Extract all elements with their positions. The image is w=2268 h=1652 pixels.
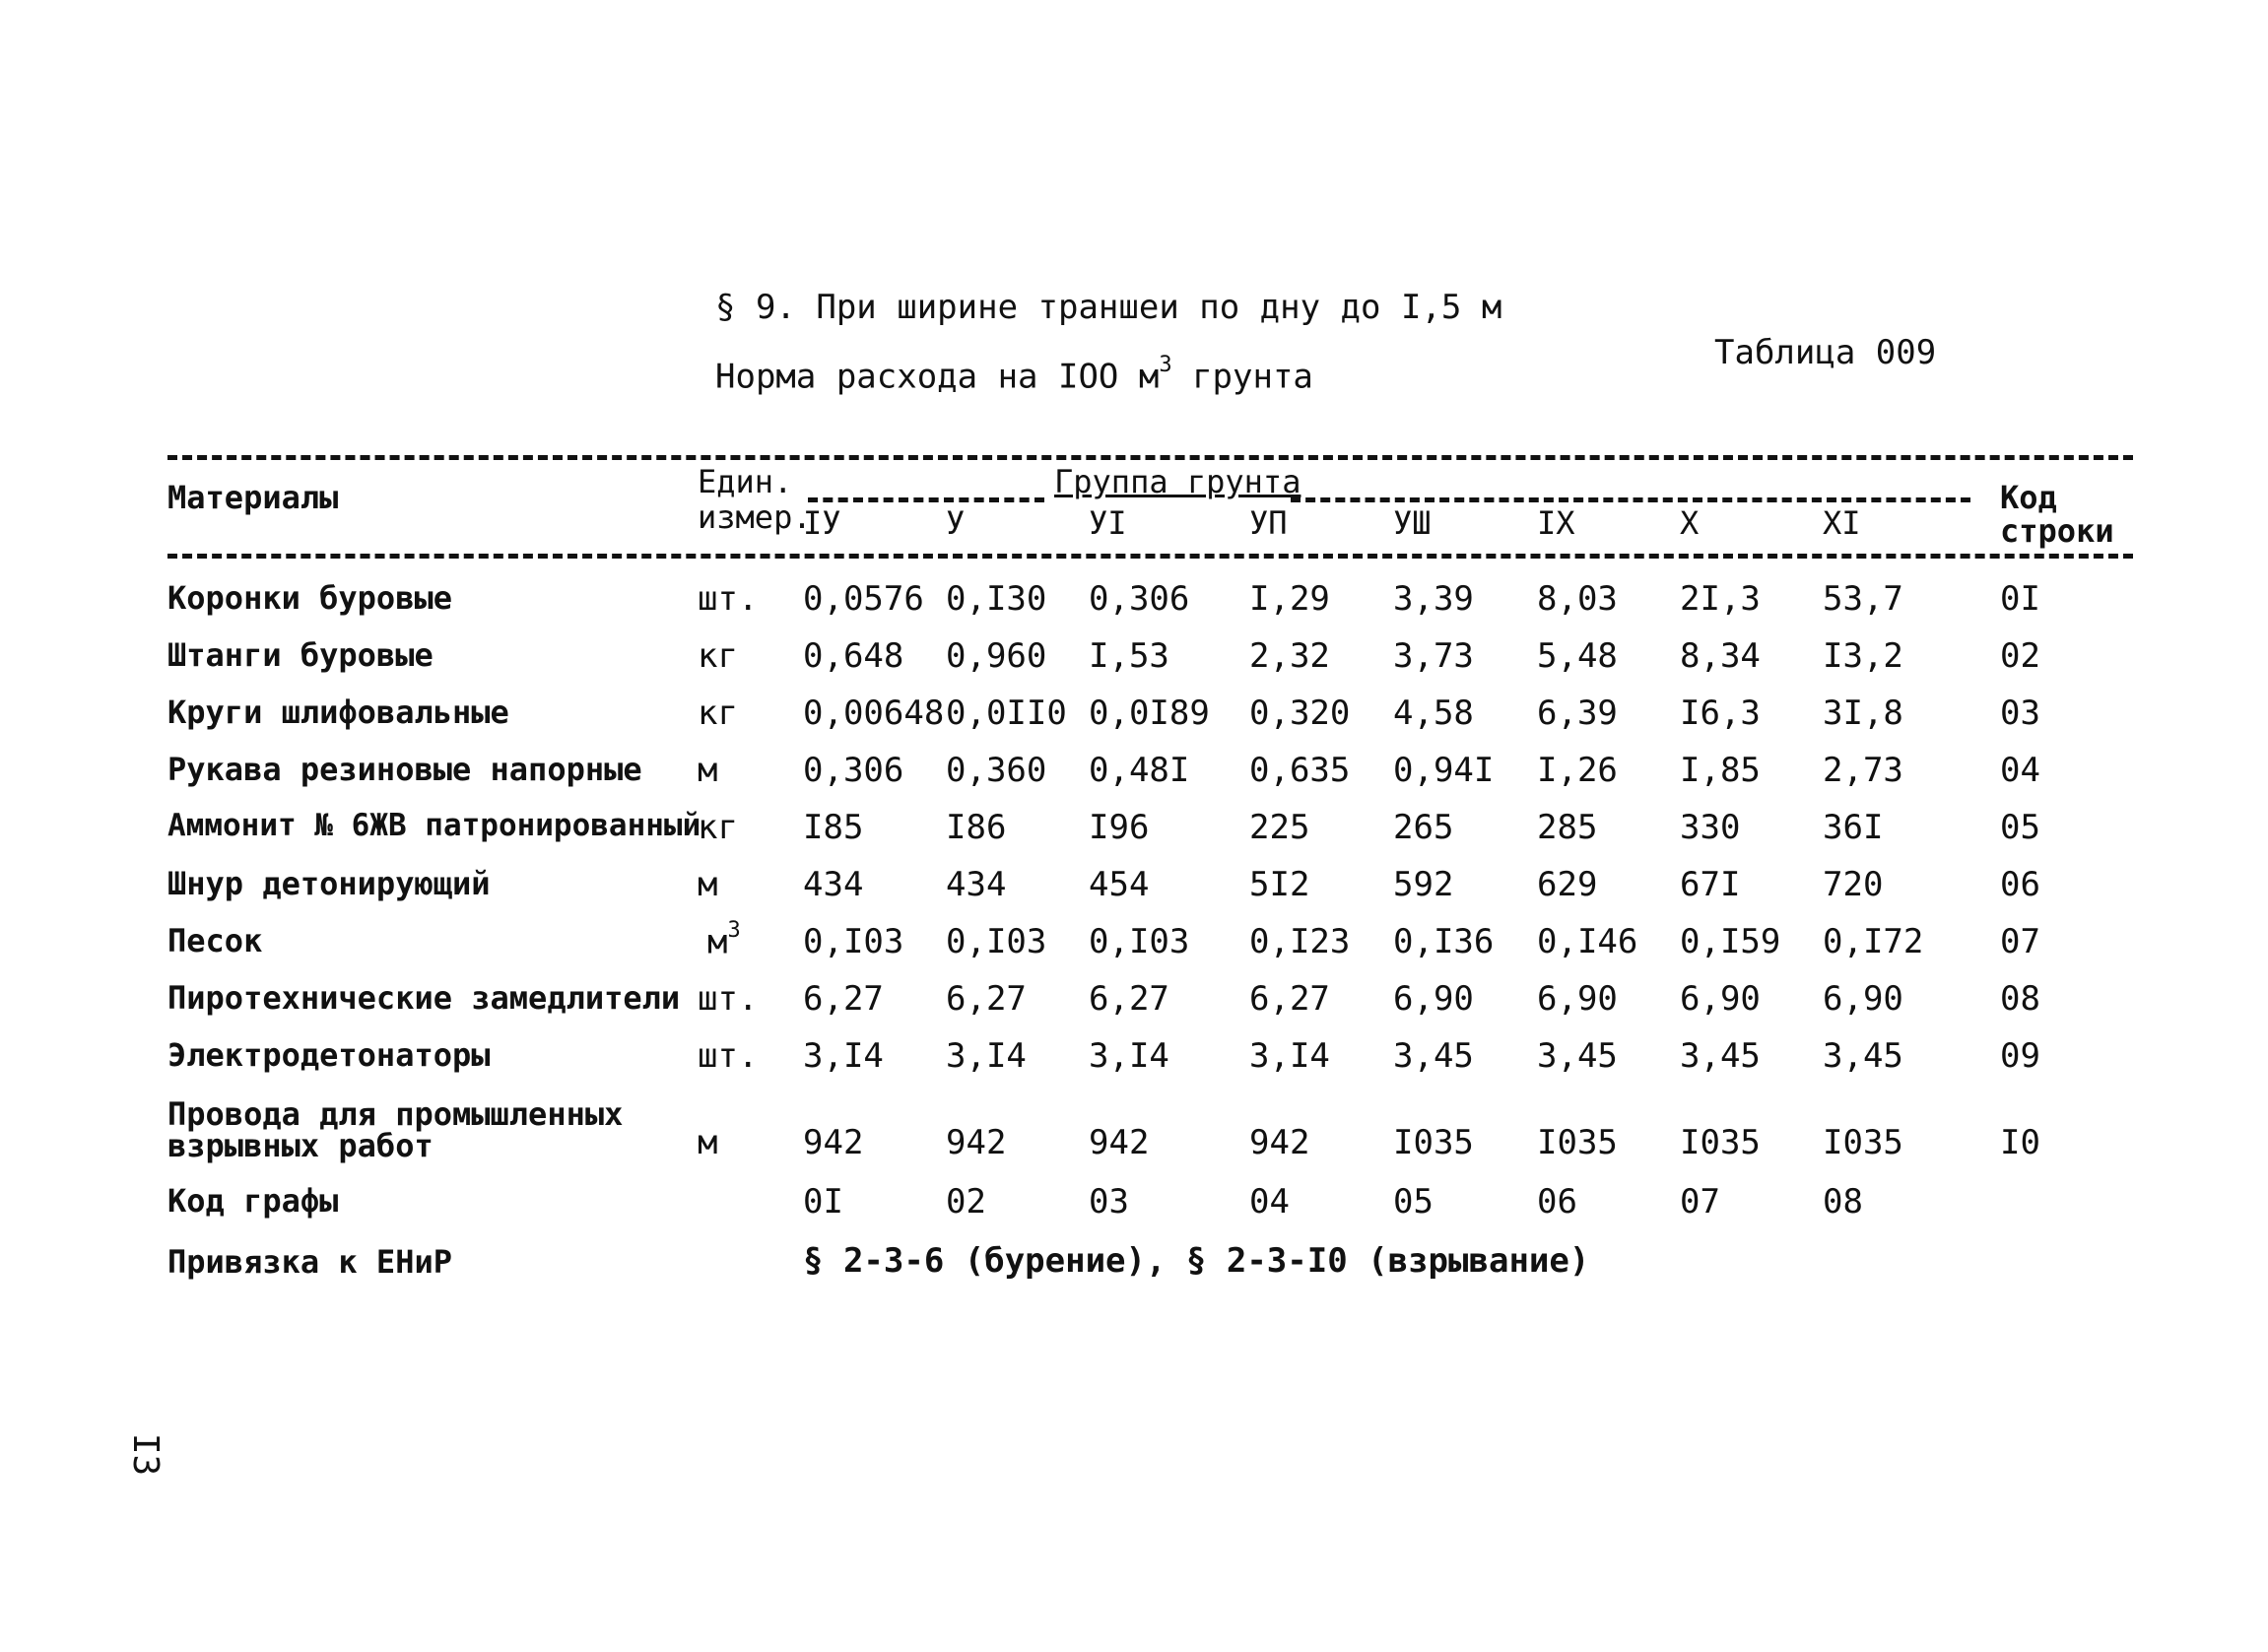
norm-title-text: Норма расхода на IOO м — [715, 357, 1160, 397]
cell: I035 — [1537, 1123, 1618, 1162]
cell: 5I2 — [1249, 865, 1310, 904]
row-name: Песок — [167, 922, 263, 959]
graph-code-label: Код графы — [167, 1182, 339, 1220]
row-unit: кг — [698, 636, 738, 676]
cell: 3,45 — [1680, 1036, 1761, 1076]
cell: 3,I4 — [946, 1036, 1027, 1076]
cell: 6,90 — [1823, 979, 1903, 1019]
row-unit: шт. — [698, 979, 759, 1019]
header-group-UI: УI — [1089, 504, 1127, 542]
cell: I035 — [1680, 1123, 1761, 1162]
cell: 0,648 — [803, 636, 904, 676]
cell: I035 — [1393, 1123, 1474, 1162]
graph-code: 06 — [1537, 1182, 1577, 1222]
cell: 942 — [803, 1123, 864, 1162]
row-unit-text: м — [707, 922, 728, 962]
row-unit: кг — [698, 808, 738, 847]
header-group-UP: УП — [1249, 504, 1288, 542]
cell: 0,320 — [1249, 694, 1351, 733]
row-name-line2: взрывных работ — [167, 1127, 434, 1164]
cell: 2I,3 — [1680, 579, 1761, 619]
header-group-IU: IУ — [803, 504, 841, 542]
header-group-IX: IX — [1537, 504, 1575, 542]
graph-code: 03 — [1089, 1182, 1129, 1222]
row-unit: м — [698, 751, 718, 790]
row-name: Электродетонаторы — [167, 1036, 491, 1074]
table-label: Таблица 009 — [1714, 333, 1937, 372]
cell: 0,I23 — [1249, 922, 1351, 961]
cell: 8,34 — [1680, 636, 1761, 676]
cell: 0,I46 — [1537, 922, 1638, 961]
row-code: 06 — [2000, 865, 2040, 904]
cell: I96 — [1089, 808, 1150, 847]
cell: 720 — [1823, 865, 1884, 904]
norm-title-tail: грунта — [1192, 357, 1313, 397]
row-code: 09 — [2000, 1036, 2040, 1076]
cell: 0,I72 — [1823, 922, 1924, 961]
page-number: I3 — [125, 1432, 167, 1477]
cell: 0,48I — [1089, 751, 1190, 790]
header-unit-line1: Един. — [698, 463, 793, 500]
cell: 3,39 — [1393, 579, 1474, 619]
cell: 6,90 — [1537, 979, 1618, 1019]
row-name: Рукава резиновые напорные — [167, 751, 642, 788]
cell: 454 — [1089, 865, 1150, 904]
cell: I86 — [946, 808, 1007, 847]
cell: 0,00648 — [803, 694, 945, 733]
cell: 67I — [1680, 865, 1741, 904]
header-group-XI: XI — [1823, 504, 1861, 542]
row-name: Круги шлифовальные — [167, 694, 509, 731]
cell: 5,48 — [1537, 636, 1618, 676]
cell: I,26 — [1537, 751, 1618, 790]
cell: 3,I4 — [1249, 1036, 1330, 1076]
row-code: 07 — [2000, 922, 2040, 961]
section-title: § 9. При ширине траншеи по дну до I,5 м — [715, 288, 1502, 327]
row-unit: м — [698, 1123, 718, 1162]
cell: 4,58 — [1393, 694, 1474, 733]
cell: 0,0I89 — [1089, 694, 1210, 733]
cell: 0,0576 — [803, 579, 924, 619]
cell: I3,2 — [1823, 636, 1903, 676]
cell: 0,306 — [803, 751, 904, 790]
cell: 434 — [946, 865, 1007, 904]
cell: 0,960 — [946, 636, 1047, 676]
cell: I,29 — [1249, 579, 1330, 619]
cell: 3,I4 — [803, 1036, 884, 1076]
group-rule-right — [1291, 497, 1970, 502]
cell: 942 — [946, 1123, 1007, 1162]
graph-code: 08 — [1823, 1182, 1863, 1222]
cell: 6,39 — [1537, 694, 1618, 733]
cell: 629 — [1537, 865, 1598, 904]
cell: 0,94I — [1393, 751, 1495, 790]
graph-code: 05 — [1393, 1182, 1434, 1222]
row-code: 05 — [2000, 808, 2040, 847]
header-group-X: X — [1680, 504, 1700, 542]
row-unit-superscript: 3 — [727, 918, 741, 943]
cell: 6,27 — [803, 979, 884, 1019]
cell: 0,I30 — [946, 579, 1047, 619]
graph-code: 07 — [1680, 1182, 1720, 1222]
cell: 6,90 — [1680, 979, 1761, 1019]
graph-code: 04 — [1249, 1182, 1290, 1222]
row-unit: шт. — [698, 1036, 759, 1076]
row-code: 03 — [2000, 694, 2040, 733]
cell: 0,306 — [1089, 579, 1190, 619]
row-unit: м — [698, 865, 718, 904]
group-rule-left — [808, 497, 1044, 502]
cell: I,53 — [1089, 636, 1169, 676]
cell: 3,45 — [1537, 1036, 1618, 1076]
row-code: 0I — [2000, 579, 2040, 619]
cell: 53,7 — [1823, 579, 1903, 619]
header-materials: Материалы — [167, 479, 339, 516]
row-code: 02 — [2000, 636, 2040, 676]
cell: 942 — [1249, 1123, 1310, 1162]
row-unit — [707, 918, 741, 962]
header-unit-line2: измер. — [698, 498, 812, 536]
cell: 6,90 — [1393, 979, 1474, 1019]
cell: 0,I03 — [946, 922, 1047, 961]
graph-code: 0I — [803, 1182, 843, 1222]
graph-code: 02 — [946, 1182, 986, 1222]
binding-text: § 2-3-6 (бурение), § 2-3-I0 (взрывание) — [803, 1241, 1590, 1281]
cell: 3,45 — [1823, 1036, 1903, 1076]
header-code-line2: строки — [2000, 512, 2114, 550]
cell: 285 — [1537, 808, 1598, 847]
row-code: 04 — [2000, 751, 2040, 790]
cell: 330 — [1680, 808, 1741, 847]
cell: 3I,8 — [1823, 694, 1903, 733]
row-name: Пиротехнические замедлители — [167, 979, 681, 1017]
row-unit: кг — [698, 694, 738, 733]
cell: 6,27 — [1089, 979, 1169, 1019]
norm-title — [715, 353, 1313, 397]
cell: 434 — [803, 865, 864, 904]
row-code: 08 — [2000, 979, 2040, 1019]
cell: 0,360 — [946, 751, 1047, 790]
cell: 2,73 — [1823, 751, 1903, 790]
header-bottom-rule — [167, 554, 2133, 559]
cell: I035 — [1823, 1123, 1903, 1162]
cell: 0,0II0 — [946, 694, 1067, 733]
cell: 0,635 — [1249, 751, 1351, 790]
cell: 0,I03 — [803, 922, 904, 961]
cell: 225 — [1249, 808, 1310, 847]
header-soil-group: Группа грунта — [1054, 463, 1301, 500]
cell: I85 — [803, 808, 864, 847]
cell: 6,27 — [1249, 979, 1330, 1019]
cell: 0,I36 — [1393, 922, 1495, 961]
row-name: Штанги буровые — [167, 636, 434, 674]
cell: 36I — [1823, 808, 1884, 847]
cell: 942 — [1089, 1123, 1150, 1162]
cell: 592 — [1393, 865, 1454, 904]
cell: 3,45 — [1393, 1036, 1474, 1076]
cell: 265 — [1393, 808, 1454, 847]
cell: 2,32 — [1249, 636, 1330, 676]
cell: 3,73 — [1393, 636, 1474, 676]
header-group-USh: УШ — [1393, 504, 1432, 542]
header-group-U: У — [946, 504, 966, 542]
row-unit: шт. — [698, 579, 759, 619]
row-name: Аммонит № 6ЖВ патронированный — [167, 808, 701, 843]
cell: 6,27 — [946, 979, 1027, 1019]
cell: 0,I03 — [1089, 922, 1190, 961]
row-name-line1: Провода для промышленных — [167, 1095, 624, 1133]
header-code-line1: Код — [2000, 479, 2057, 516]
cell: 0,I59 — [1680, 922, 1781, 961]
cell: 3,I4 — [1089, 1036, 1169, 1076]
cell: I,85 — [1680, 751, 1761, 790]
cell: 8,03 — [1537, 579, 1618, 619]
norm-unit-superscript: 3 — [1159, 353, 1172, 377]
binding-label: Привязка к ЕНиР — [167, 1243, 452, 1281]
table-top-rule — [167, 455, 2133, 460]
row-name: Коронки буровые — [167, 579, 452, 617]
cell: I6,3 — [1680, 694, 1761, 733]
row-name: Шнур детонирующий — [167, 865, 491, 902]
row-code: I0 — [2000, 1123, 2040, 1162]
